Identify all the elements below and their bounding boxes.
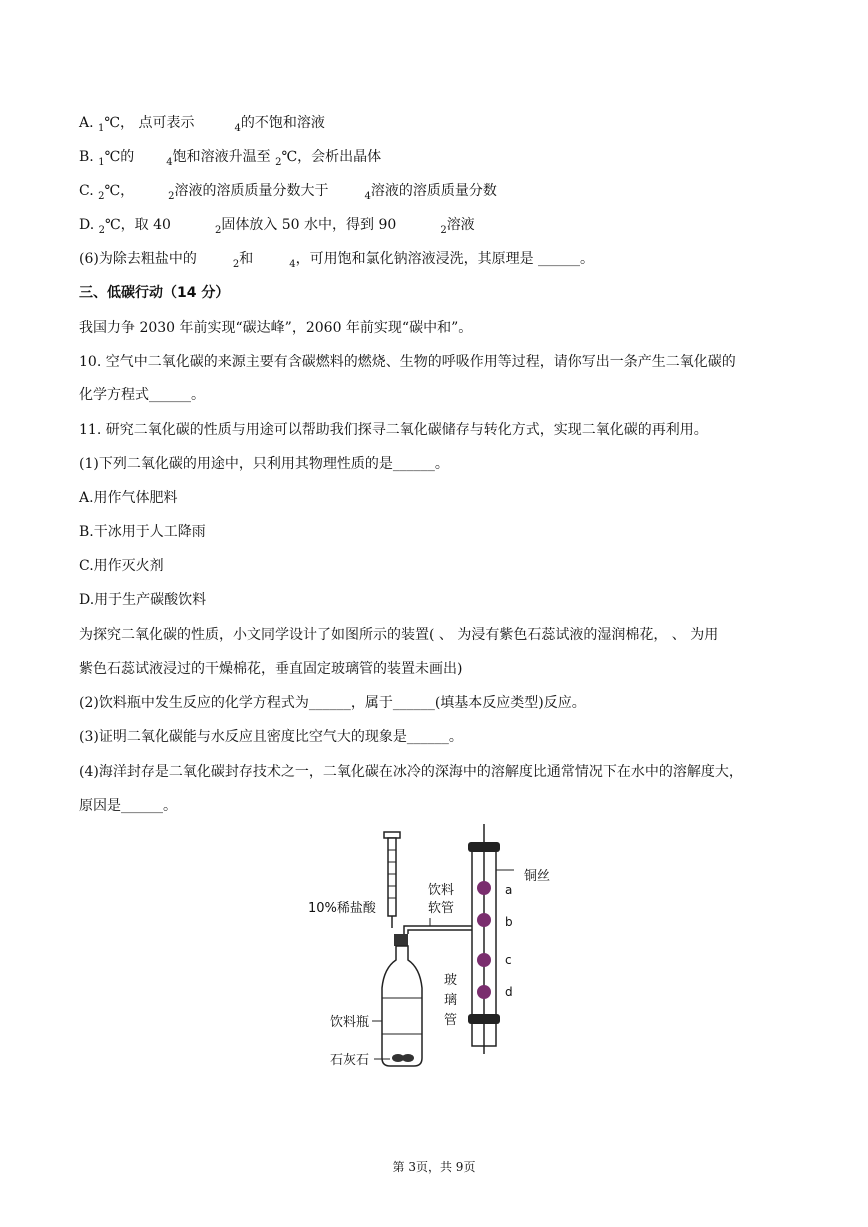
subscript: 2 (232, 259, 240, 270)
option-b-text: ℃的 (104, 149, 135, 165)
question-10-line1: 10. 空气中二氧化碳的来源主要有含碳燃料的燃烧、生物的呼吸作用等过程，请你写出一条产生二氧化碳的 (79, 354, 736, 370)
glass-label-2: 璃 (444, 993, 458, 1008)
limestone-piece (402, 1054, 414, 1062)
section-intro: 我国力争 2030 年前实现“碳达峰”，2060 年前实现“碳中和”。 (79, 320, 473, 336)
subscript: 2 (98, 225, 106, 236)
apparatus-figure (300, 820, 590, 1080)
subscript: 4 (234, 123, 241, 134)
question-11-stem: 11. 研究二氧化碳的性质与用途可以帮助我们探寻二氧化碳储存与转化方式，实现二氧化碳的再利用。 (79, 422, 708, 438)
option-d (79, 215, 475, 237)
syringe-icon (384, 832, 400, 928)
subscript: 4 (166, 157, 173, 168)
option-a-text: ℃， 点可表示 (104, 115, 195, 131)
bottle-stopper (394, 934, 408, 946)
question-11-2: (2)饮料瓶中发生反应的化学方程式为______，属于______(填基本反应类型)反应。 (79, 695, 586, 711)
top-stopper (468, 842, 500, 852)
option-c-text: ℃， (104, 183, 135, 199)
option-d-text: ℃，取 40 (105, 217, 171, 233)
stone-label: 石灰石 (330, 1053, 370, 1068)
q11-description-line2: 紫色石蕊试液浸过的干燥棉花，垂直固定玻璃管的装置未画出) (79, 661, 463, 677)
subscript: 2 (275, 157, 282, 168)
option-b (79, 147, 381, 169)
option-c-text3: 溶液的溶质质量分数 (370, 183, 497, 199)
cotton-label-d: d (505, 985, 513, 999)
question-9-6 (79, 249, 594, 271)
q9-6-text: (6)为除去粗盐中的 (79, 251, 197, 267)
option-d-prefix: D. (79, 217, 99, 233)
acid-label: 10%稀盐酸 (308, 901, 376, 916)
q11-option-c: C.用作灭火剂 (79, 558, 164, 574)
q11-option-d: D.用于生产碳酸饮料 (79, 592, 207, 608)
option-c (79, 181, 497, 203)
question-11-4-line1: (4)海洋封存是二氧化碳封存技术之一，二氧化碳在冰冷的深海中的溶解度比通常情况下在水中的溶解度大， (79, 764, 743, 780)
section-title: 三、低碳行动（14 分） (79, 285, 230, 301)
q11-option-b: B.干冰用于人工降雨 (79, 524, 206, 540)
tube-label-2: 软管 (428, 901, 455, 916)
option-b-text2: 饱和溶液升温至 (172, 149, 276, 165)
option-b-prefix: B. (79, 149, 99, 165)
cotton-label-a: a (505, 883, 513, 897)
wire-label: 铜丝 (524, 869, 551, 884)
q9-6-text2: 和 (239, 251, 254, 267)
cotton-label-c: c (505, 953, 512, 967)
cotton-label-b: b (505, 915, 513, 929)
question-10-line2: 化学方程式______。 (79, 387, 205, 403)
q11-description-line1: 为探究二氧化碳的性质，小文同学设计了如图所示的装置( 、 为浸有紫色石蕊试液的湿润棉花， 、 为用 (79, 627, 719, 643)
question-11-4-line2: 原因是______。 (79, 798, 177, 814)
glass-label-3: 管 (444, 1013, 458, 1028)
option-a-text2: 的不饱和溶液 (240, 115, 325, 131)
q9-6-text3: ，可用饱和氯化钠溶液浸洗，其原理是 ______。 (295, 251, 595, 267)
subscript: 2 (214, 225, 222, 236)
question-11-1: (1)下列二氧化碳的用途中，只利用其物理性质的是______。 (79, 456, 449, 472)
subscript: 1 (98, 123, 105, 134)
subscript: 4 (364, 191, 371, 202)
option-b-text3: ℃，会析出晶体 (281, 149, 382, 165)
subscript: 2 (440, 225, 447, 236)
bottle-label: 饮料瓶 (330, 1015, 370, 1030)
option-a (79, 113, 325, 135)
q11-option-a: A.用作气体肥料 (79, 490, 178, 506)
option-c-prefix: C. (79, 183, 99, 199)
subscript: 1 (98, 157, 105, 168)
subscript: 4 (289, 259, 296, 270)
option-d-text2: 固体放入 50 水中，得到 90 (221, 217, 397, 233)
bottle-icon (382, 946, 422, 1066)
question-11-3: (3)证明二氧化碳能与水反应且密度比空气大的现象是______。 (79, 729, 463, 745)
option-d-text3: 溶液 (446, 217, 475, 233)
tube-label-1: 饮料 (428, 883, 455, 898)
subscript: 2 (98, 191, 105, 202)
subscript: 2 (168, 191, 175, 202)
option-c-text2: 溶液的溶质质量分数大于 (174, 183, 329, 199)
option-a-prefix: A. (79, 115, 99, 131)
bottom-stopper (468, 1014, 500, 1024)
glass-label-1: 玻 (444, 973, 458, 988)
page-footer: 第 3页，共 9页 (392, 1160, 476, 1174)
